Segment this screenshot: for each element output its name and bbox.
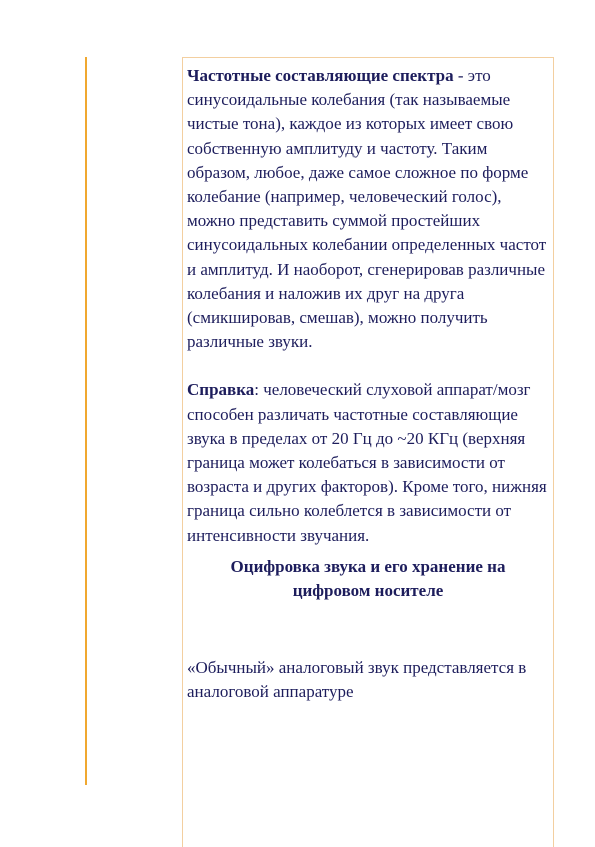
section-heading: Оцифровка звука и его хранение на цифровом носителе bbox=[230, 556, 506, 601]
left-margin-rule bbox=[85, 57, 87, 785]
paragraph-text: - это синусоидальные колебания (так называемые чистые тона), каждое из которых имеет свою собственную амплитуду и частоту. Таким образом, любое, даже самое сложное по форме колебание (например, человеческий голос), можно представить суммой простейших синусоидальных колебании определенных частот и амплитуд. И наоборот, сгенерировав различные колебания и наложив их друг на друга (смикшировав, смешав), можно получить различные звуки. bbox=[187, 66, 547, 352]
term-frequency-components: Частотные составляющие спектра bbox=[187, 66, 454, 85]
paragraph-analog-sound: «Обычный» аналоговый звук представляется в аналоговой аппаратуре bbox=[187, 658, 527, 702]
paragraph-frequency-components bbox=[187, 64, 549, 354]
paragraph-text: : человеческий слуховой аппарат/мозг способен различать частотные составляющие звука в пределах от 20 Гц до ~20 КГц (верхняя граница может колебаться в зависимости от возраста и других факторов). Кроме того, нижняя граница сильно колеблется в зависимости от интенсивности звучания. bbox=[187, 380, 547, 545]
paragraph-spacer bbox=[187, 354, 549, 378]
document-body bbox=[187, 64, 549, 704]
paragraph-reference bbox=[187, 378, 549, 547]
term-reference: Справка bbox=[187, 380, 255, 400]
heading-spacer bbox=[187, 604, 549, 656]
